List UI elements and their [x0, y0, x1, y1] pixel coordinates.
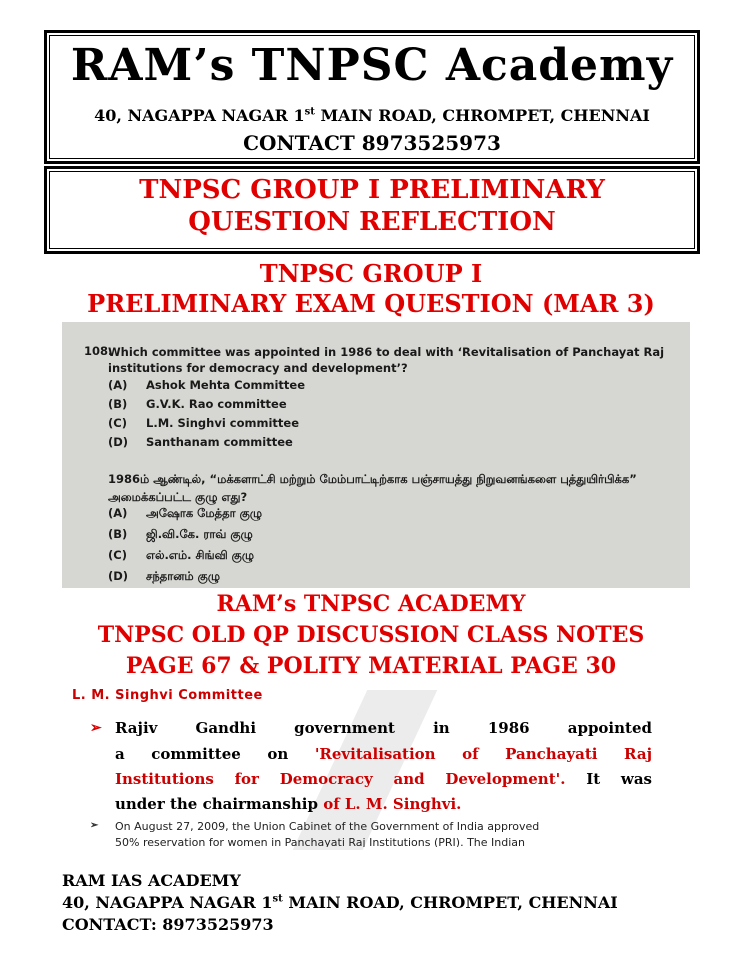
note-line-4 [115, 795, 652, 813]
scanned-question-image [62, 322, 690, 588]
note-line-3 [115, 770, 652, 788]
note-small-line-2: 50% reservation for women in Panchayati Raj Institutions (PRI). The Indian [115, 836, 525, 847]
committee-heading: L. M. Singhvi Committee [72, 688, 263, 703]
footer-address-text: 40, NAGAPPA NAGAR 1 [62, 893, 273, 912]
option-d-letter: (D) [108, 435, 129, 449]
note-small-line-1: On August 27, 2009, the Union Cabinet of the Government of India approved [115, 820, 540, 833]
academy-contact: CONTACT 8973525973 [243, 131, 501, 155]
option-a-letter: (A) [108, 378, 128, 392]
footer-address-superscript: st [272, 893, 283, 905]
academy-address [44, 106, 700, 125]
academy-title: RAM’s TNPSC Academy [70, 40, 674, 91]
footer-contact: CONTACT: 8973525973 [62, 915, 274, 934]
note-line-4-highlight: of L. M. Singhvi. [323, 795, 462, 813]
note-line-2 [115, 745, 652, 763]
tamil-option-a-letter: (A) [108, 506, 128, 520]
note-line-4-text: under the chairmanship [115, 795, 324, 813]
tamil-option-c-letter: (C) [108, 548, 127, 562]
bullet-arrow-icon: ➢ [90, 720, 102, 736]
option-a-text: Ashok Mehta Committee [146, 378, 306, 392]
reflection-title-line1: TNPSC GROUP I PRELIMINARY [139, 175, 605, 205]
address-text: 40, NAGAPPA NAGAR 1 [94, 106, 305, 125]
tamil-option-d-text: சந்தானம் குழு [146, 569, 221, 583]
address-text-rest: MAIN ROAD, CHROMPET, CHENNAI [314, 106, 650, 125]
footer-address [62, 893, 618, 912]
option-b-letter: (B) [108, 397, 128, 411]
option-b-text: G.V.K. Rao committee [146, 397, 287, 411]
footer-address-text-rest: MAIN ROAD, CHROMPET, CHENNAI [282, 893, 618, 912]
footer-academy-name: RAM IAS ACADEMY [62, 871, 241, 890]
note-line-3-highlight: Institutions for Democracy and Development'. [115, 770, 566, 788]
option-c-text: L.M. Singhvi committee [146, 416, 300, 430]
option-d-text: Santhanam committee [146, 435, 293, 449]
tamil-option-d-letter: (D) [108, 569, 129, 583]
bullet-arrow-icon-2: ➢ [90, 820, 99, 831]
address-superscript: st [304, 106, 315, 118]
question-text: Which committee was appointed in 1986 to deal with ‘Revitalisation of Panchayat Raj institutions for democracy and development’? [108, 345, 665, 375]
tamil-option-b-letter: (B) [108, 527, 128, 541]
notes-title-line2: TNPSC OLD QP DISCUSSION CLASS NOTES [97, 622, 645, 648]
note-line-2-text: a committee on [115, 745, 315, 763]
note-line-1: Rajiv Gandhi government in 1986 appointed [115, 719, 652, 737]
note-line-2-highlight: 'Revitalisation of Panchayati Raj [314, 745, 652, 763]
notes-title-line1: RAM’s TNPSC ACADEMY [216, 591, 526, 617]
tamil-option-a-text: அஷோக மேத்தா குழு [146, 506, 263, 520]
tamil-option-c-text: எல்.எம். சிங்வி குழு [146, 548, 255, 562]
exam-title-line2: PRELIMINARY EXAM QUESTION (MAR 3) [87, 289, 655, 318]
question-number: 108. [84, 344, 113, 358]
exam-title-line1: TNPSC GROUP I [259, 259, 483, 288]
question-text-tamil: 1986ம் ஆண்டில், “மக்களாட்சி மற்றும் மேம்பாட்டிற்காக பஞ்சாயத்து நிறுவனங்களை புத்துயிர்பிக்க” அமைக்கப்பட்ட குழு எது? [108, 472, 637, 504]
note-line-3-text: It was [565, 770, 653, 788]
notes-title-line3: PAGE 67 & POLITY MATERIAL PAGE 30 [125, 653, 617, 679]
reflection-title-line2: QUESTION REFLECTION [188, 207, 556, 237]
tamil-option-b-text: ஜி.வி.கே. ராவ் குழு [146, 527, 253, 541]
option-c-letter: (C) [108, 416, 127, 430]
